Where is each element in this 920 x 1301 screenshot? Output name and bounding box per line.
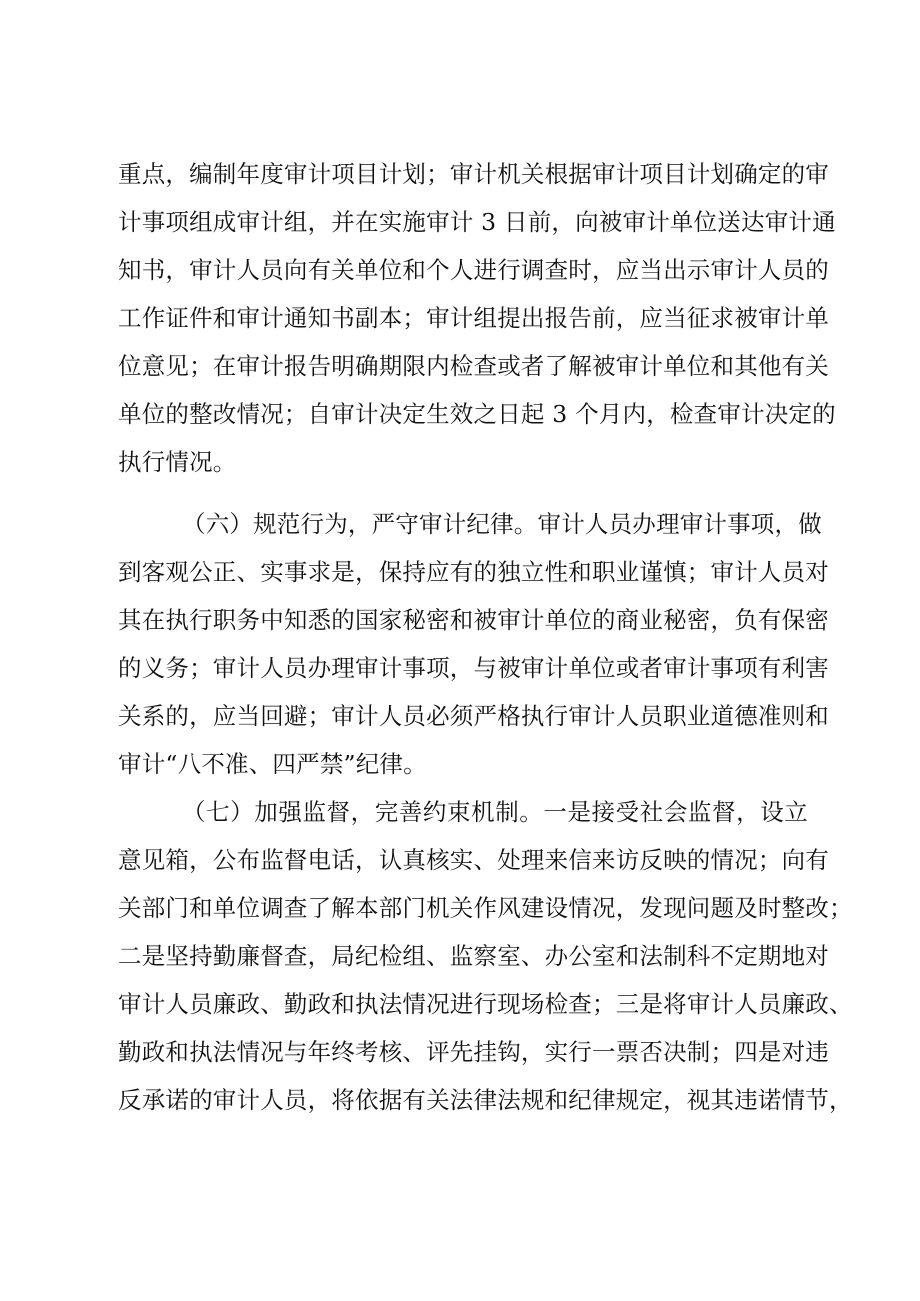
text-line: 勤政和执法情况与年终考核、评先挂钩，实行一票否决制；四是对违 bbox=[118, 1038, 829, 1066]
text-line: 重点，编制年度审计项目计划；审计机关根据审计项目计划确定的审 bbox=[118, 160, 829, 188]
text-line: 反承诺的审计人员，将依据有关法律法规和纪律规定，视其违诺情节， bbox=[118, 1086, 853, 1114]
text-line: 到客观公正、实事求是，保持应有的独立性和职业谨慎；审计人员对 bbox=[118, 558, 829, 586]
text-line: （七）加强监督，完善约束机制。一是接受社会监督，设立 bbox=[182, 798, 808, 826]
text-line: 其在执行职务中知悉的国家秘密和被审计单位的商业秘密，负有保密 bbox=[118, 606, 829, 634]
text-line: 关部门和单位调查了解本部门机关作风建设情况，发现问题及时整改； bbox=[118, 894, 853, 922]
text-line: 知书，审计人员向有关单位和个人进行调查时，应当出示审计人员的 bbox=[118, 256, 829, 284]
paragraph-audit-procedure bbox=[118, 150, 836, 486]
text-line: 意见箱，公布监督电话，认真核实、处理来信来访反映的情况；向有 bbox=[118, 846, 829, 874]
text-line: 的义务；审计人员办理审计事项，与被审计单位或者审计事项有利害 bbox=[118, 654, 829, 682]
text-line: 审计人员廉政、勤政和执法情况进行现场检查；三是将审计人员廉政、 bbox=[118, 990, 853, 1018]
text-line: 计事项组成审计组，并在实施审计 3 日前，向被审计单位送达审计通 bbox=[118, 208, 836, 236]
text-line: 单位的整改情况；自审计决定生效之日起 3 个月内，检查审计决定的 bbox=[118, 400, 836, 428]
text-line: 二是坚持勤廉督查，局纪检组、监察室、办公室和法制科不定期地对 bbox=[118, 942, 829, 970]
text-line: 执行情况。 bbox=[118, 448, 237, 476]
text-line: （六）规范行为，严守审计纪律。审计人员办理审计事项，做 bbox=[182, 510, 822, 538]
text-line: 工作证件和审计通知书副本；审计组提出报告前，应当征求被审计单 bbox=[118, 304, 829, 332]
text-line: 审计“八不准、四严禁”纪律。 bbox=[118, 750, 427, 778]
text-line: 关系的，应当回避；审计人员必须严格执行审计人员职业道德准则和 bbox=[118, 702, 829, 730]
paragraph-section-six bbox=[118, 500, 829, 788]
paragraph-section-seven bbox=[118, 788, 853, 1124]
text-line: 位意见；在审计报告明确期限内检查或者了解被审计单位和其他有关 bbox=[118, 352, 829, 380]
